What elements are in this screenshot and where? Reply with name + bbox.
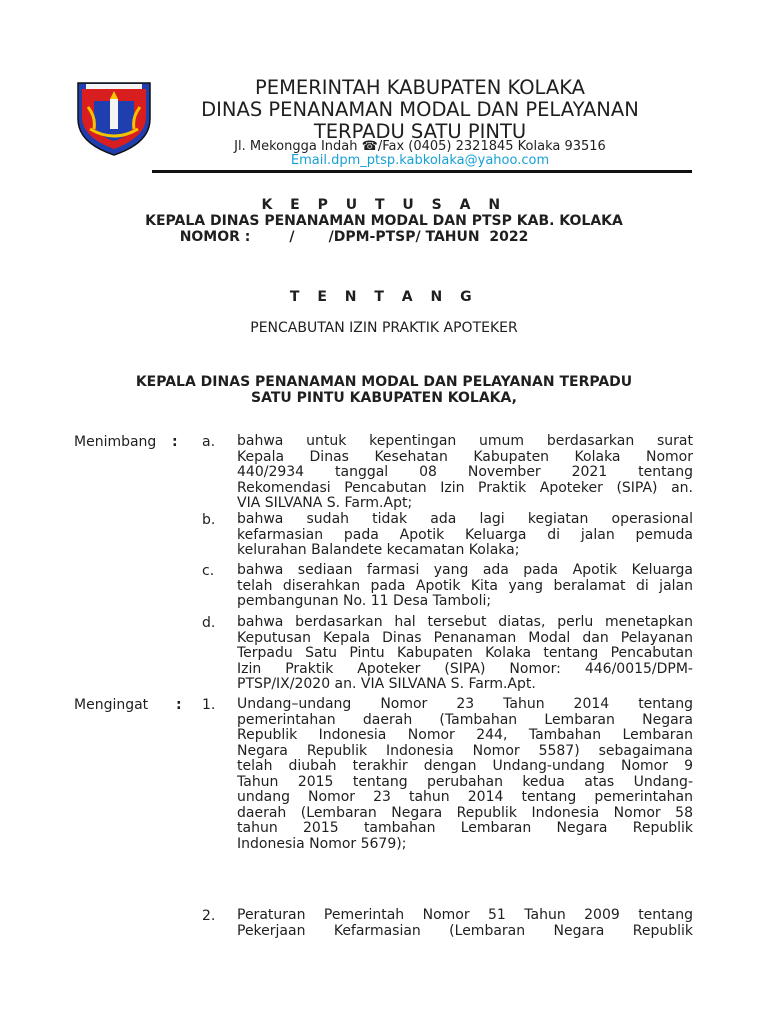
text-line: Izin Praktik Apoteker (SIPA) Nomor: 446/0015/DPM- [237, 660, 693, 677]
text-line: pemerintahan daerah (Tambahan Lembaran Negara [237, 711, 693, 728]
item-marker: c. [202, 563, 215, 579]
section-colon: : [176, 697, 182, 713]
item-marker: a. [202, 434, 216, 450]
legal-basis-1 [237, 697, 693, 852]
text-line: Pekerjaan Kefarmasian (Lembaran Negara Republik [237, 922, 693, 939]
consideration-a [237, 434, 693, 512]
consideration-c [237, 563, 693, 610]
text-line: Rekomendasi Pencabutan Izin Praktik Apoteker (SIPA) an. [237, 479, 693, 496]
text-line: Kepala Dinas Kesehatan Kabupaten Kolaka Nomor [237, 448, 693, 465]
item-marker: d. [202, 615, 216, 631]
text-line: bahwa berdasarkan hal tersebut diatas, perlu menetapkan [237, 614, 693, 630]
text-line: bahwa sediaan farmasi yang ada pada Apotik Keluarga [237, 562, 693, 578]
text-line: Indonesia Nomor 5679); [237, 835, 407, 852]
letterhead-divider [152, 170, 692, 173]
regency-logo [74, 77, 154, 157]
text-line: Tahun 2015 tentang perubahan kedua atas Undang- [237, 773, 693, 790]
text-line: VIA SILVANA S. Farm.Apt; [237, 495, 413, 511]
text-line: bahwa sudah tidak ada lagi kegiatan operasional [237, 511, 693, 527]
item-marker: 2. [202, 908, 216, 924]
section-label-menimbang: Menimbang [74, 434, 157, 450]
item-marker: b. [202, 512, 216, 528]
text-line: 440/2934 tanggal 08 November 2021 tentang [237, 464, 693, 480]
text-line: Negara Republik Indonesia Nomor 5587) sebagaimana [237, 742, 693, 759]
text-line: telah diubah terakhir dengan Undang-undang Nomor 9 [237, 758, 693, 774]
decree-issuer: KEPALA DINAS PENANAMAN MODAL DAN PTSP KAB. KOLAKA [145, 213, 623, 229]
authority-line1: KEPALA DINAS PENANAMAN MODAL DAN PELAYANAN TERPADU [135, 374, 633, 390]
text-line: daerah (Lembaran Negara Republik Indonesia Nomor 58 [237, 804, 693, 821]
text-line: Terpadu Satu Pintu Kabupaten Kolaka tentang Pencabutan [237, 645, 693, 661]
text-line: tahun 2015 tambahan Lembaran Negara Republik [237, 820, 693, 836]
text-line: kelurahan Balandete kecamatan Kolaka; [237, 542, 520, 558]
decree-number: NOMOR : / /DPM-PTSP/ TAHUN 2022 [179, 229, 529, 245]
text-line: telah diserahkan pada Apotik Kita yang beralamat di jalan [237, 577, 693, 594]
letterhead-line3: TERPADU SATU PINTU [313, 120, 527, 143]
text-line: bahwa untuk kepentingan umum berdasarkan surat [237, 433, 693, 449]
letterhead-email[interactable]: Email.dpm_ptsp.kabkolaka@yahoo.com [290, 153, 550, 168]
about-heading: T E N T A N G [289, 289, 479, 305]
text-line: kefarmasian pada Apotik Keluarga di jalan pemuda [237, 526, 693, 543]
decree-heading: K E P U T U S A N [261, 197, 507, 213]
consideration-d [237, 615, 693, 693]
section-colon: : [172, 434, 178, 450]
text-line: Keputusan Kepala Dinas Penanaman Modal dan Pelayanan [237, 629, 693, 646]
letterhead-line2: DINAS PENANAMAN MODAL DAN PELAYANAN [201, 98, 639, 121]
section-label-mengingat: Mengingat [74, 697, 149, 713]
letterhead-address: Jl. Mekongga Indah ☎/Fax (0405) 2321845 Kolaka 93516 [234, 139, 606, 154]
text-line: undang Nomor 23 tahun 2014 tentang pemerintahan [237, 789, 693, 805]
authority-line2: SATU PINTU KABUPATEN KOLAKA, [251, 390, 517, 406]
decree-subject: PENCABUTAN IZIN PRAKTIK APOTEKER [250, 320, 518, 336]
text-line: PTSP/IX/2020 an. VIA SILVANA S. Farm.Apt. [237, 676, 536, 692]
letterhead-line1: PEMERINTAH KABUPATEN KOLAKA [254, 76, 585, 99]
text-line: pembangunan No. 11 Desa Tamboli; [237, 593, 492, 609]
text-line: Peraturan Pemerintah Nomor 51 Tahun 2009 tentang [237, 907, 693, 923]
legal-basis-2 [237, 908, 693, 939]
text-line: Undang–undang Nomor 23 Tahun 2014 tentang [237, 696, 693, 712]
consideration-b [237, 512, 693, 559]
item-marker: 1. [202, 697, 216, 713]
text-line: Republik Indonesia Nomor 244, Tambahan Lembaran [237, 727, 693, 743]
